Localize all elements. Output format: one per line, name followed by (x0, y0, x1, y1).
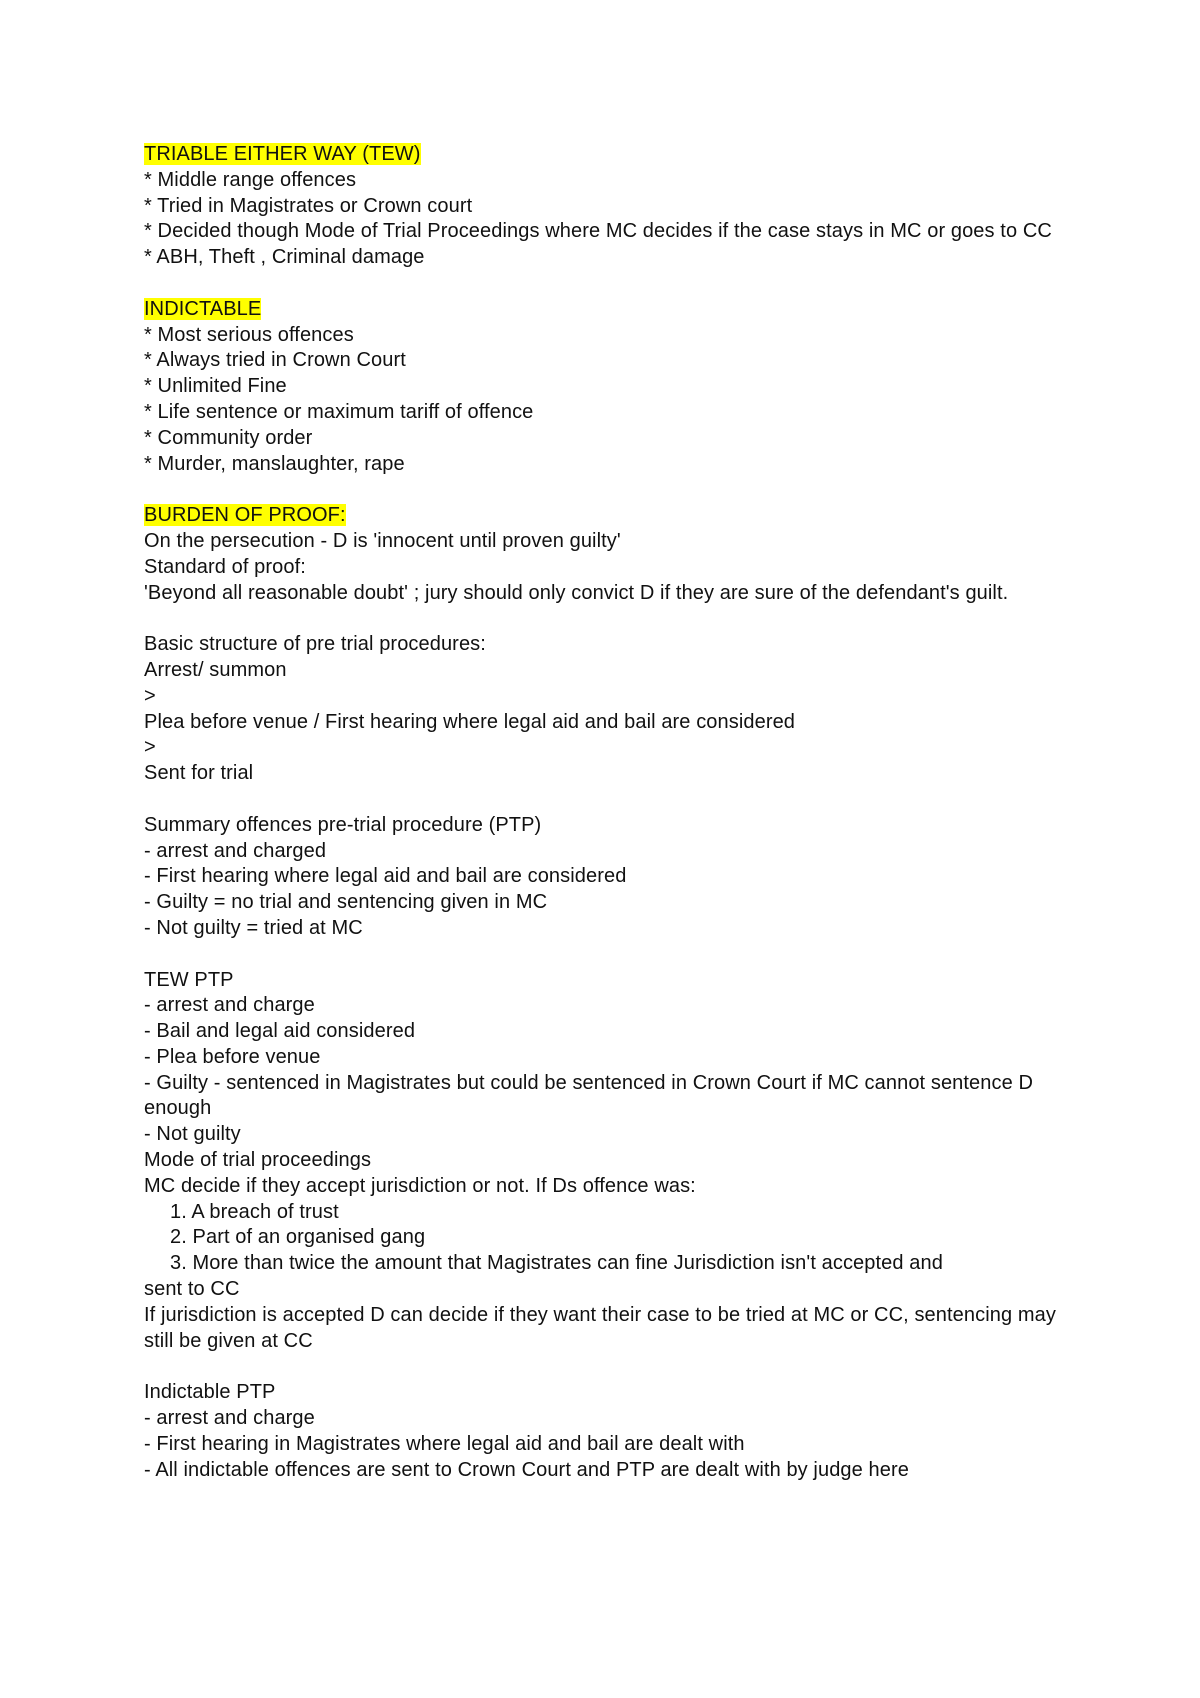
section-heading-tew (144, 142, 1064, 168)
dash-line: - Not guilty = tried at MC (144, 916, 363, 939)
section-heading-indictable (144, 297, 1064, 323)
section-heading-structure: Basic structure of pre trial procedures: (144, 633, 486, 656)
text-line: Mode of trial proceedings (144, 1149, 372, 1172)
text-line: Sent for trial (144, 762, 254, 785)
dash-line: - Guilty - sentenced in Magistrates but could be sentenced in Crown Court if MC cannot sentence D enough (144, 1071, 1039, 1120)
text-line: > (144, 684, 156, 707)
section-heading-burden (144, 503, 1064, 529)
highlight: INDICTABLE (144, 297, 262, 320)
document-body (144, 142, 1064, 1483)
text-line: If jurisdiction is accepted D can decide if they want their case to be tried at MC or CC, sentencing may still be given at CC (144, 1303, 1062, 1352)
blank-line (144, 1354, 1064, 1380)
blank-line (144, 942, 1064, 968)
dash-line: - arrest and charge (144, 1407, 315, 1430)
dash-line: - arrest and charged (144, 839, 327, 862)
blank-line (144, 271, 1064, 297)
blank-line (144, 606, 1064, 632)
dash-line: - Guilty = no trial and sentencing given in MC (144, 891, 548, 914)
dash-line: - All indictable offences are sent to Crown Court and PTP are dealt with by judge here (144, 1458, 909, 1481)
dash-line: - arrest and charge (144, 994, 315, 1017)
dash-line: - First hearing where legal aid and bail are considered (144, 865, 627, 888)
bullet-line: * Community order (144, 426, 313, 449)
text-line: Plea before venue / First hearing where legal aid and bail are considered (144, 710, 796, 733)
dash-line: - Plea before venue (144, 1045, 321, 1068)
highlight: BURDEN OF PROOF: (144, 504, 346, 527)
bullet-line: * Murder, manslaughter, rape (144, 452, 405, 475)
blank-line (144, 787, 1064, 813)
bullet-line: * Tried in Magistrates or Crown court (144, 194, 473, 217)
highlight: TRIABLE EITHER WAY (TEW) (144, 143, 421, 165)
text-line: > (144, 736, 156, 759)
bullet-line: * ABH, Theft , Criminal damage (144, 246, 425, 269)
text-line: sent to CC (144, 1278, 240, 1301)
text-line: 'Beyond all reasonable doubt' ; jury should only convict D if they are sure of the defendant's guilt. (144, 581, 1009, 604)
numbered-item: 3. More than twice the amount that Magistrates can fine Jurisdiction isn't accepted and (170, 1252, 943, 1275)
dash-line: - First hearing in Magistrates where legal aid and bail are dealt with (144, 1432, 745, 1455)
bullet-line: * Life sentence or maximum tariff of offence (144, 400, 534, 423)
bullet-line: * Middle range offences (144, 168, 357, 191)
bullet-line: * Unlimited Fine (144, 375, 287, 398)
text-line: Arrest/ summon (144, 658, 287, 681)
section-heading-summary-ptp: Summary offences pre-trial procedure (PTP) (144, 813, 542, 836)
numbered-item: 2. Part of an organised gang (170, 1226, 426, 1249)
text-line: Standard of proof: (144, 555, 306, 578)
text-line: On the persecution - D is 'innocent until proven guilty' (144, 529, 621, 552)
text-line: MC decide if they accept jurisdiction or not. If Ds offence was: (144, 1174, 696, 1197)
dash-line: - Not guilty (144, 1123, 241, 1146)
dash-line: - Bail and legal aid considered (144, 1020, 416, 1043)
numbered-item: 1. A breach of trust (170, 1200, 339, 1223)
section-heading-tew-ptp: TEW PTP (144, 968, 234, 991)
bullet-line: * Decided though Mode of Trial Proceedings where MC decides if the case stays in MC or goes to CC (144, 220, 1052, 243)
bullet-line: * Most serious offences (144, 323, 354, 346)
blank-line (144, 477, 1064, 503)
section-heading-indictable-ptp: Indictable PTP (144, 1381, 276, 1404)
bullet-line: * Always tried in Crown Court (144, 349, 406, 372)
